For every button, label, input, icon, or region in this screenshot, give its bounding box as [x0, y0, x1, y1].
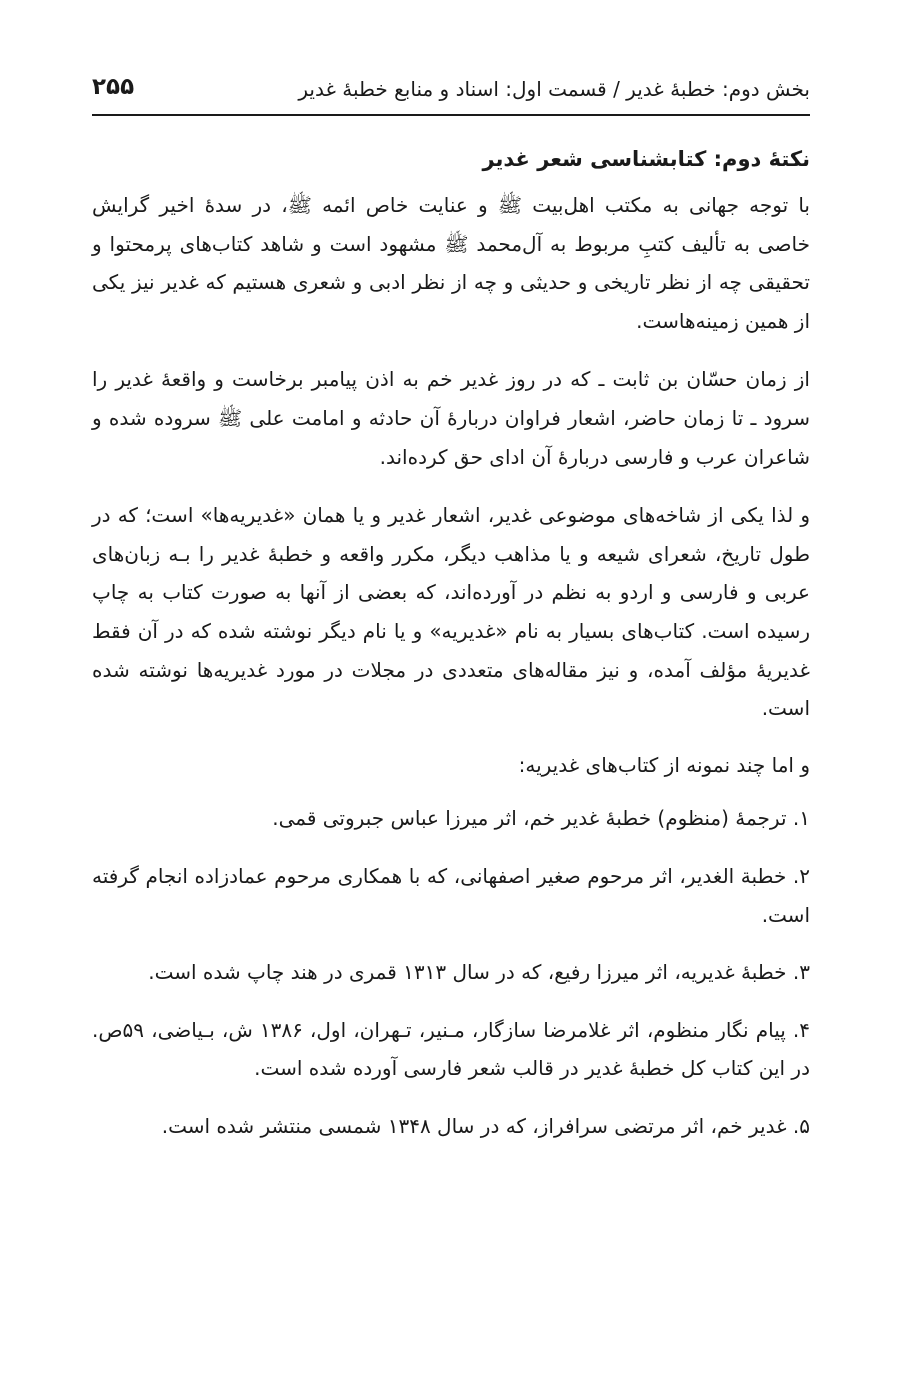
- paragraph: و لذا یکی از شاخه‌های موضوعی غدیر، اشعار غدیر و یا همان «غدیریه‌ها» است؛ که در طول تاریخ، شعرای شیعه و یا مذاهب دیگر، مکرر واقعه و خطبهٔ غدیر را بـه زبان‌های عربی و فارسی و اردو به نظم در آورده‌اند، که بعضی از آنها به صورت کتاب به چاپ رسیده است. کتاب‌های بسیار به نام «غدیریه» و یا نام دیگر نوشته شده که در آن فقط غدیریهٔ مؤلف آمده، و نیز مقاله‌های متعددی در مجلات در مورد غدیریه‌ها نوشته شده است.: [92, 503, 810, 721]
- paragraph: از زمان حسّان بن ثابت ـ که در روز غدیر خم به اذن پیامبر برخاست و واقعهٔ غدیر را سرود ـ تا زمان حاضر، اشعار فراوان دربارهٔ آن حادثه و امامت علی ﷺ سروده شده و شاعران عرب و فارسی دربارهٔ آن ادای حق کرده‌اند.: [92, 367, 810, 469]
- list-item-number: ۲.: [792, 863, 810, 888]
- list-intro: و اما چند نمونه از کتاب‌های غدیریه:: [518, 752, 810, 777]
- list-item-text: خطبهٔ غدیریه، اثر میرزا رفیع، که در سال ۱۳۱۳ قمری در هند چاپ شده است.: [148, 960, 787, 985]
- list-item-text: ترجمهٔ (منظوم) خطبهٔ غدیر خم، اثر میرزا عباس جبروتی قمی.: [272, 806, 787, 831]
- list-item-number: ۴.: [792, 1017, 811, 1042]
- list-item-text: غدیر خم، اثر مرتضی سرافراز، که در سال ۱۳۴۸ شمسی منتشر شده است.: [161, 1113, 787, 1138]
- list-item-number: ۳.: [792, 960, 810, 985]
- list-item-text: پیام نگار منظوم، اثر غلامرضا سازگار، مـنیر، تـهران، اول، ۱۳۸۶ ش، بـیاضی، ۵۹ص. در این کتاب کل خطبهٔ غدیر در قالب شعر فارسی آورده شده است.: [92, 1017, 810, 1081]
- page-number: ۲۵۵: [92, 74, 135, 100]
- book-page: [92, 60, 810, 1145]
- list-item-text: خطبة الغدیر، اثر مرحوم صغیر اصفهانی، که با همکاری مرحوم عمادزاده انجام گرفته است.: [92, 863, 810, 927]
- book-list: [92, 799, 810, 1145]
- section-heading: نکتهٔ دوم: کتابشناسی شعر غدیر: [482, 147, 810, 171]
- paragraph: با توجه جهانی به مکتب اهل‌بیت ﷺ و عنایت خاص ائمه ﷺ، در سدهٔ اخیر گرایش خاصی به تألیف کتبِ مربوط به آل‌محمد ﷺ مشهود است و شاهد کتاب‌های پرمحتوا و تحقیقی چه از نظر تاریخی و حدیثی و چه از نظر ادبی و شعری هستیم که غدیر نیز یکی از همین زمینه‌هاست.: [92, 193, 810, 333]
- list-item: [92, 1107, 810, 1146]
- list-item: [92, 1011, 810, 1088]
- list-item-number: ۱.: [792, 806, 810, 831]
- list-item: [92, 799, 810, 838]
- list-item: [92, 857, 810, 934]
- list-item: [92, 953, 810, 992]
- running-title: بخش دوم: خطبهٔ غدیر / قسمت اول: اسناد و منابع خطبهٔ غدیر: [298, 77, 810, 101]
- page-header: [92, 60, 810, 116]
- list-item-number: ۵.: [792, 1113, 810, 1138]
